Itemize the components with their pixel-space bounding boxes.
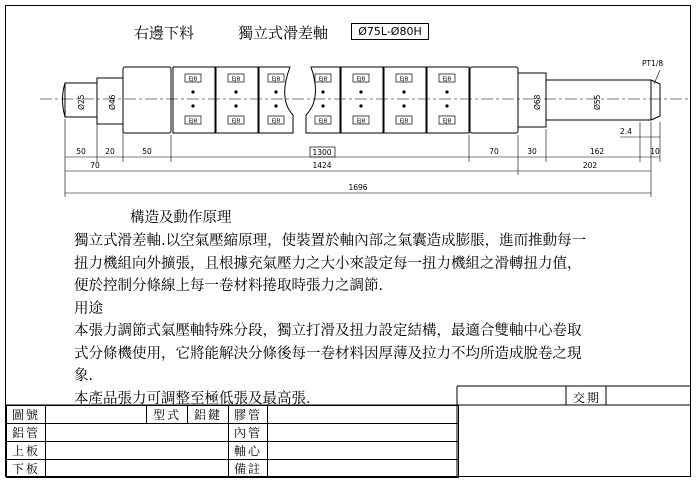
cell-empty (268, 442, 459, 460)
cartridge-label: EJB (318, 76, 328, 83)
spec-box: Ø75L-Ø80H (351, 23, 429, 40)
text-line: 獨立式滑差軸.以空氣壓縮原理，使裝置於軸內部之氣囊造成膨脹，進而推動每一 (74, 233, 587, 249)
dimension-label: 2.4 (620, 127, 632, 136)
dimension-label: 20 (105, 147, 115, 156)
product-title: 獨立式滑差軸 (238, 24, 329, 42)
cell-empty (268, 406, 459, 424)
dimension-label: 10 (650, 147, 660, 156)
text-line: 扭力機組向外擴張，且根據充氣壓力之大小來設定每一扭力機組之滑轉扭力值， (74, 255, 582, 272)
cartridge-label: EJB (231, 118, 241, 125)
cell-drawing-no: 圖號 (7, 406, 46, 424)
cartridge-label: EJB (271, 76, 281, 83)
cell-key: 鋁鍵 (188, 406, 229, 424)
cell-empty (46, 442, 229, 460)
cell-empty (46, 460, 229, 478)
cell-al-tube: 鋁管 (7, 424, 46, 442)
dimension-label: Ø25 (77, 94, 86, 110)
cell-outer-tube: 膠管 (229, 406, 268, 424)
cartridge-label: EJB (356, 118, 366, 125)
dimension-label: PT1/8 (642, 59, 664, 68)
dimension-label: Ø55 (593, 94, 602, 110)
text-line: 本張力調節式氣壓軸特殊分段，獨立打滑及扭力設定結構，最適合雙軸中心卷取 (74, 323, 582, 339)
dimension-label: Ø68 (533, 94, 542, 110)
cartridge-label: EJB (188, 76, 198, 83)
cell-empty (268, 460, 459, 478)
cartridge-label: EJB (399, 76, 409, 83)
cartridge-label: EJB (318, 118, 328, 125)
dimension-label: 50 (76, 147, 86, 156)
use-label: 用途 (74, 300, 103, 317)
section-heading: 構造及動作原理 (130, 210, 232, 226)
cell-shaft-core: 軸心 (229, 442, 268, 460)
cartridge-label: EJB (442, 76, 452, 83)
dimension-label: 50 (142, 147, 152, 156)
dimension-label: Ø46 (108, 94, 117, 110)
cell-empty (46, 406, 147, 424)
orientation-label: 右邊下料 (134, 24, 195, 42)
text-line: 象． (74, 368, 103, 384)
cell-lower-plate: 下板 (7, 460, 46, 478)
dimension-label: 162 (589, 147, 605, 156)
cartridge-label: EJB (188, 118, 198, 125)
dimension-label: 70 (489, 147, 499, 156)
cartridge-label: EJB (231, 76, 241, 83)
cell-empty (268, 424, 459, 442)
cartridge-label: EJB (442, 118, 452, 125)
dimension-label: 1696 (348, 183, 368, 192)
text-line: 式分條機使用，它將能解決分條後每一卷材料因厚薄及拉力不均所造成脫卷之現 (74, 345, 582, 362)
delivery-label: 交期 (573, 391, 602, 405)
cell-model: 型式 (147, 406, 188, 424)
text-line: 便於控制分條線上每一卷材料捲取時張力之調節． (74, 278, 393, 294)
text-line: 本產品張力可調整至極低張及最高張． (74, 390, 321, 407)
cell-empty (46, 424, 229, 442)
dimension-label: 30 (527, 147, 537, 156)
dimension-label: 202 (582, 161, 598, 170)
cartridge-label: EJB (356, 76, 366, 83)
dimension-label: 1424 (312, 161, 332, 170)
cell-upper-plate: 上板 (7, 442, 46, 460)
title-block-table (6, 405, 459, 478)
cartridge-label: EJB (399, 118, 409, 125)
cell-remarks: 備註 (229, 460, 268, 478)
dimension-label: 1300 (312, 148, 332, 157)
cell-inner-tube: 內管 (229, 424, 268, 442)
cartridge-label: EJB (271, 118, 281, 125)
dimension-label: 70 (90, 161, 100, 170)
